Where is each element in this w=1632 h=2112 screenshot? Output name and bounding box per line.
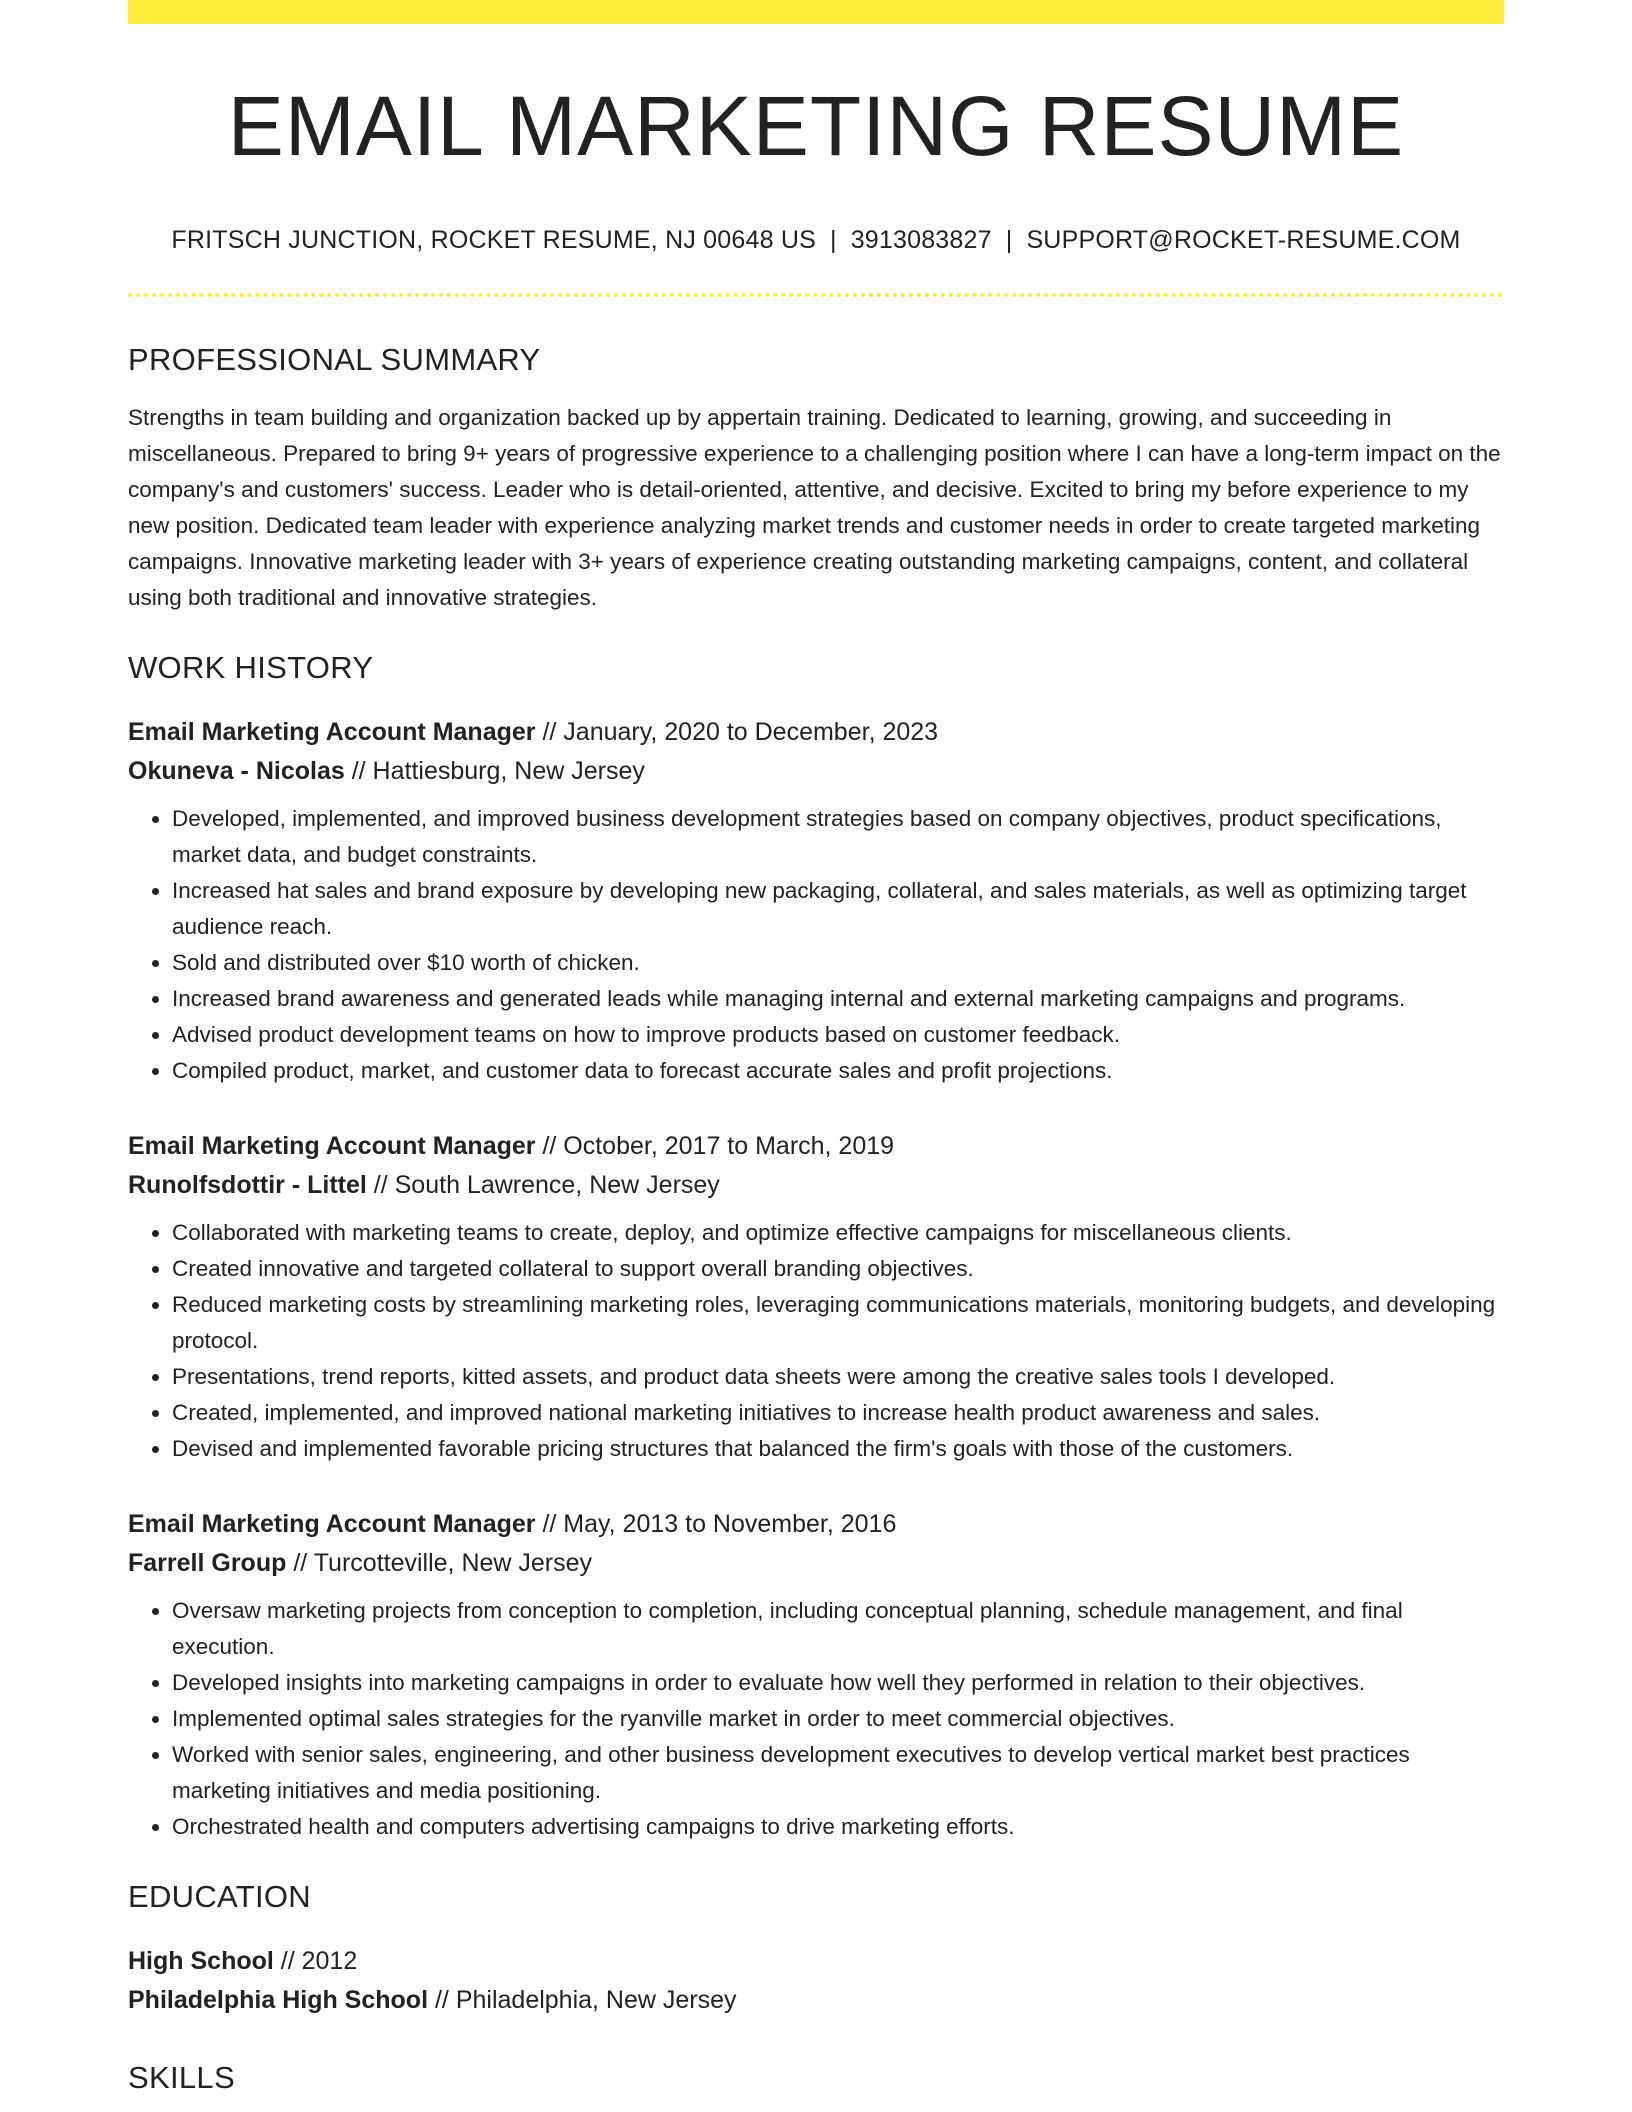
education-year: // 2012 <box>280 1947 358 1975</box>
job-bullet: • Increased brand awareness and generated leads while managing internal and external marketing campaigns and programs. <box>172 981 1504 1017</box>
job-bullet: • Oversaw marketing projects from conception to completion, including conceptual planning, schedule management, and final execution. <box>172 1593 1504 1665</box>
job-bullets <box>128 801 1504 1089</box>
job-bullet: • Collaborated with marketing teams to create, deploy, and optimize effective campaigns for miscellaneous clients. <box>172 1215 1504 1251</box>
job-entry <box>128 1505 1504 1845</box>
job-location: // Turcotteville, New Jersey <box>293 1549 593 1577</box>
contact-separator: | <box>1005 226 1013 254</box>
job-entry <box>128 1127 1504 1467</box>
resume-title: EMAIL MARKETING RESUME <box>227 79 1405 173</box>
job-bullet: • Orchestrated health and computers advertising campaigns to drive marketing efforts. <box>172 1809 1504 1845</box>
job-title: Email Marketing Account Manager <box>128 1510 536 1538</box>
job-company: Farrell Group <box>128 1549 287 1577</box>
summary-text: Strengths in team building and organization backed up by appertain training. Dedicated to learning, growing, and succeeding in miscellaneous. Prepared to bring 9+ years of progressive experience to a challenging position where I can have a long-term impact on the company's and customers' success. Leader who is detail-oriented, attentive, and decisive. Excited to bring my before experience to my new position. Dedicated team leader with experience analyzing market trends and customer needs in order to create targeted marketing campaigns. Innovative marketing leader with 3+ years of experience creating outstanding marketing campaigns, content, and collateral using both traditional and innovative strategies. <box>128 405 1501 610</box>
job-bullets <box>128 1593 1504 1845</box>
work-history-list <box>128 713 1504 1845</box>
contact-phone: 3913083827 <box>850 226 992 254</box>
education-heading: EDUCATION <box>128 1879 311 1914</box>
job-dates: // October, 2017 to March, 2019 <box>542 1132 895 1160</box>
education-degree-line <box>128 1942 1504 1981</box>
job-dates: // May, 2013 to November, 2016 <box>542 1510 897 1538</box>
education-entry <box>128 1942 1504 2020</box>
job-bullet: • Presentations, trend reports, kitted assets, and product data sheets were among the creative sales tools I developed. <box>172 1359 1504 1395</box>
job-title: Email Marketing Account Manager <box>128 1132 536 1160</box>
job-title-line <box>128 713 1504 752</box>
work-history-heading: WORK HISTORY <box>128 650 374 685</box>
education-school-line <box>128 1981 1504 2020</box>
job-bullet: • Worked with senior sales, engineering, and other business development executives to develop vertical market best practices marketing initiatives and media positioning. <box>172 1737 1504 1809</box>
job-bullet: • Sold and distributed over $10 worth of chicken. <box>172 945 1504 981</box>
job-bullet: • Devised and implemented favorable pricing structures that balanced the firm's goals with those of the customers. <box>172 1431 1504 1467</box>
education-school: Philadelphia High School <box>128 1986 429 2014</box>
job-bullet: • Created, implemented, and improved national marketing initiatives to increase health product awareness and sales. <box>172 1395 1504 1431</box>
job-bullet: • Increased hat sales and brand exposure by developing new packaging, collateral, and sales materials, as well as optimizing target audience reach. <box>172 873 1504 945</box>
job-bullet: • Developed insights into marketing campaigns in order to evaluate how well they performed in relation to their objectives. <box>172 1665 1504 1701</box>
job-bullets <box>128 1215 1504 1467</box>
resume-page <box>128 0 1504 2093</box>
contact-line <box>128 228 1504 253</box>
job-bullet: • Compiled product, market, and customer data to forecast accurate sales and profit projections. <box>172 1053 1504 1089</box>
summary-heading: PROFESSIONAL SUMMARY <box>128 342 541 377</box>
job-bullet: • Created innovative and targeted collateral to support overall branding objectives. <box>172 1251 1504 1287</box>
job-title-line <box>128 1127 1504 1166</box>
job-company-line <box>128 1544 1504 1583</box>
contact-email: SUPPORT@ROCKET-RESUME.COM <box>1026 226 1461 254</box>
education-degree: High School <box>128 1947 274 1975</box>
top-accent-bar <box>128 0 1504 24</box>
education-location: // Philadelphia, New Jersey <box>434 1986 737 2014</box>
contact-address: FRITSCH JUNCTION, ROCKET RESUME, NJ 00648 US <box>171 226 816 254</box>
contact-separator: | <box>829 226 837 254</box>
job-dates: // January, 2020 to December, 2023 <box>542 718 939 746</box>
job-company: Okuneva - Nicolas <box>128 757 345 785</box>
job-title: Email Marketing Account Manager <box>128 718 536 746</box>
dotted-divider <box>128 293 1504 297</box>
job-bullet: • Implemented optimal sales strategies for the ryanville market in order to meet commercial objectives. <box>172 1701 1504 1737</box>
job-location: // South Lawrence, New Jersey <box>373 1171 720 1199</box>
job-location: // Hattiesburg, New Jersey <box>351 757 645 785</box>
job-company-line <box>128 752 1504 791</box>
skills-heading: SKILLS <box>128 2060 235 2095</box>
job-bullet: • Advised product development teams on how to improve products based on customer feedback. <box>172 1017 1504 1053</box>
job-title-line <box>128 1505 1504 1544</box>
job-entry <box>128 713 1504 1089</box>
job-bullet: • Developed, implemented, and improved business development strategies based on company objectives, product specifications, market data, and budget constraints. <box>172 801 1504 873</box>
job-company: Runolfsdottir - Littel <box>128 1171 367 1199</box>
job-bullet: • Reduced marketing costs by streamlining marketing roles, leveraging communications materials, monitoring budgets, and developing protocol. <box>172 1287 1504 1359</box>
job-company-line <box>128 1166 1504 1205</box>
